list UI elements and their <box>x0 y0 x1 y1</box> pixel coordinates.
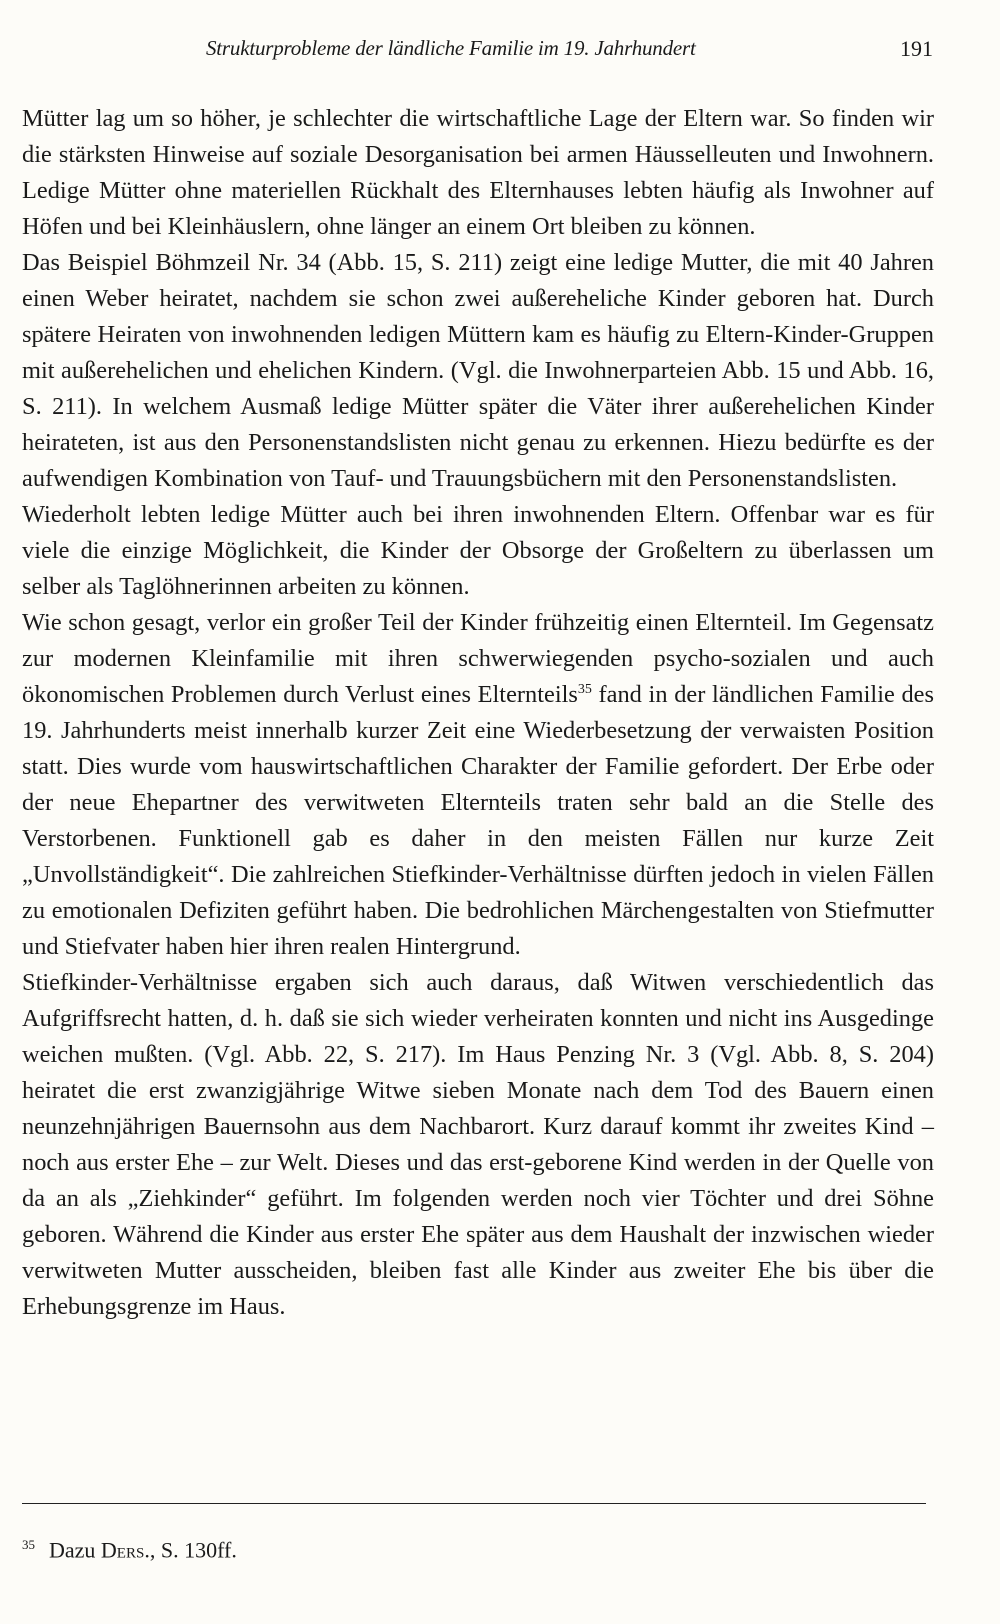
paragraph-3: Wiederholt lebten ledige Mütter auch bei ihren inwohnenden Eltern. Offenbar war es für viele die einzige Möglichkeit, die Kinder der Obsorge der Großeltern zu überlassen um selber als Taglöhnerinnen arbeiten zu können. <box>22 501 934 600</box>
footnote-number: 35 <box>22 1537 35 1552</box>
footnote-text-b: , S. 130ff. <box>149 1537 237 1563</box>
paragraph-4-text-b: fand in der ländlichen Familie des 19. Jahrhunderts meist innerhalb kurzer Zeit eine Wiederbesetzung der verwaisten Position statt. Dies wurde vom hauswirtschaftlichen Charakter der Familie gefordert. Der Erbe oder der neue Ehepartner des verwitweten Elternteils traten sehr bald an die Stelle des Verstorbenen. Funktionell gab es daher in den meisten Fällen nur kurze Zeit „Unvollständigkeit“. Die zahlreichen Stiefkinder-Verhältnisse dürften jedoch in vielen Fällen zu emotionalen Defiziten geführt haben. Die bedrohlichen Märchengestalten von Stiefmutter und Stiefvater haben hier ihren realen Hintergrund. <box>22 681 934 960</box>
footnote-divider <box>22 1503 926 1504</box>
paragraph-1: Mütter lag um so höher, je schlechter die wirtschaftliche Lage der Eltern war. So finden wir die stärksten Hinweise auf soziale Desorganisation bei armen Häusselleuten und Inwohnern. Ledige Mütter ohne materiellen Rückhalt des Elternhauses lebten häufig als Inwohner auf Höfen und bei Kleinhäuslern, ohne länger an einem Ort bleiben zu können. <box>22 105 934 240</box>
footnote-text-a: Dazu <box>49 1537 101 1563</box>
footnote-author: Ders. <box>100 1537 150 1563</box>
paragraph-5: Stiefkinder-Verhältnisse ergaben sich auch daraus, daß Witwen verschiedentlich das Aufgriffsrecht hatten, d. h. daß sie sich wieder verheiraten konnten und nicht ins Ausgedinge weichen mußten. (Vgl. Abb. 22, S. 217). Im Haus Penzing Nr. 3 (Vgl. Abb. 8, S. 204) heiratet die erst zwanzigjährige Witwe sieben Monate nach dem Tod des Bauern einen neunzehnjährigen Bauernsohn aus dem Nachbarort. Kurz darauf kommt ihr zweites Kind – noch aus erster Ehe – zur Welt. Dieses und das erst-geborene Kind werden in der Quelle von da an als „Ziehkinder“ geführt. Im folgenden werden noch vier Töchter und drei Söhne geboren. Während die Kinder aus erster Ehe später aus dem Haushalt der inzwischen wieder verwitweten Mutter ausscheiden, bleiben fast alle Kinder aus zweiter Ehe bis über die Erhebungsgrenze im Haus. <box>22 969 934 1320</box>
footnote-reference[interactable]: 35 <box>577 681 592 697</box>
paragraph-4 <box>22 605 934 965</box>
running-head <box>0 36 1000 76</box>
page-number: 191 <box>900 36 933 61</box>
paragraph-4-text-a: Wie schon gesagt, verlor ein großer Teil der Kinder frühzeitig einen Elternteil. Im Gegensatz zur modernen Kleinfamilie mit ihren schwerwiegenden psycho-sozialen und auch ökonomischen Problemen durch Verlust eines Elternteils <box>22 609 934 708</box>
body-text <box>22 101 934 1325</box>
footnote <box>22 1530 926 1565</box>
running-title: Strukturprobleme der ländliche Familie im 19. Jahrhundert <box>206 36 696 60</box>
paragraph-2: Das Beispiel Böhmzeil Nr. 34 (Abb. 15, S. 211) zeigt eine ledige Mutter, die mit 40 Jahren einen Weber heiratet, nachdem sie schon zwei außereheliche Kinder geboren hat. Durch spätere Heiraten von inwohnenden ledigen Müttern kam es häufig zu Eltern-Kinder-Gruppen mit außerehelichen und ehelichen Kindern. (Vgl. die Inwohnerparteien Abb. 15 und Abb. 16, S. 211). In welchem Ausmaß ledige Mütter später die Väter ihrer außerehelichen Kinder heirateten, ist aus den Personenstandslisten nicht genau zu erkennen. Hiezu bedürfte es der aufwendigen Kombination von Tauf- und Trauungsbüchern mit den Personenstandslisten. <box>22 249 934 492</box>
